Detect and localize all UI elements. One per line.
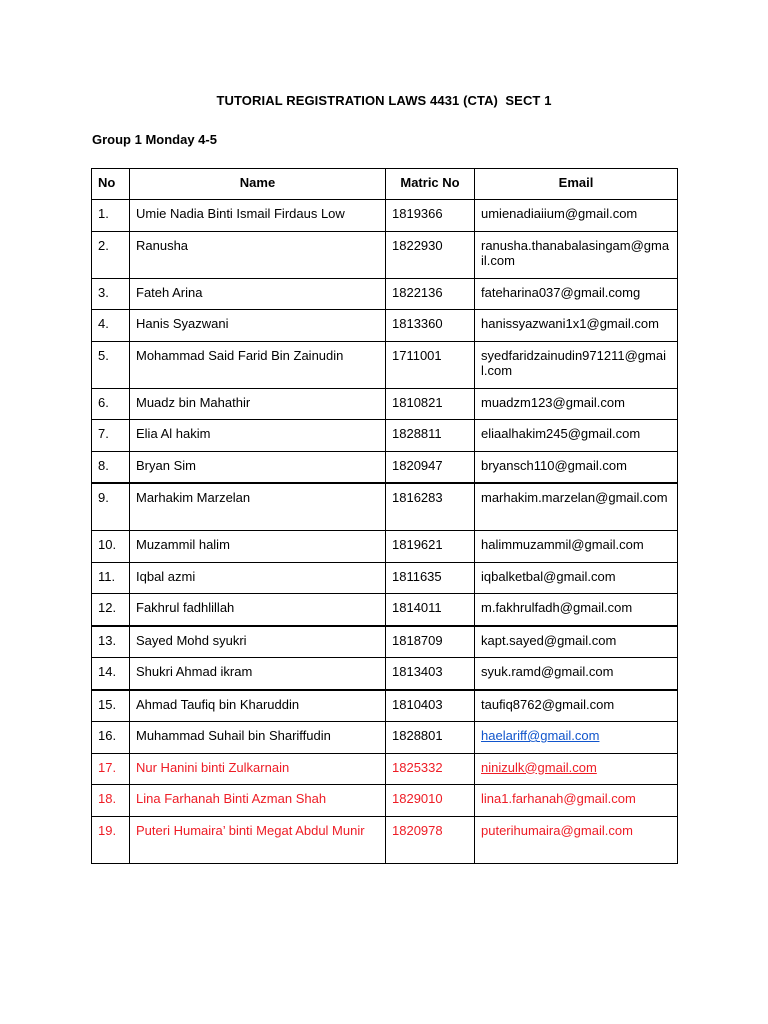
table-row (92, 388, 678, 420)
cell-no: 19. (92, 816, 130, 863)
cell-name: Sayed Mohd syukri (130, 626, 386, 658)
cell-email: halimmuzammil@gmail.com (475, 531, 678, 563)
table-row (92, 420, 678, 452)
cell-no: 1. (92, 200, 130, 232)
cell-name: Puteri Humaira’ binti Megat Abdul Munir (130, 816, 386, 863)
table-row (92, 753, 678, 785)
cell-matric: 1711001 (386, 341, 475, 388)
table-row (92, 231, 678, 278)
cell-name: Mohammad Said Farid Bin Zainudin (130, 341, 386, 388)
cell-matric: 1819366 (386, 200, 475, 232)
cell-name: Hanis Syazwani (130, 310, 386, 342)
cell-email: syuk.ramd@gmail.com (475, 658, 678, 690)
email-link[interactable]: haelariff@gmail.com (481, 728, 600, 743)
cell-name: Marhakim Marzelan (130, 483, 386, 531)
cell-matric: 1828801 (386, 722, 475, 754)
cell-no: 7. (92, 420, 130, 452)
cell-matric: 1811635 (386, 562, 475, 594)
cell-name: Fateh Arina (130, 278, 386, 310)
cell-matric: 1810821 (386, 388, 475, 420)
table-row (92, 722, 678, 754)
cell-name: Shukri Ahmad ikram (130, 658, 386, 690)
cell-email: lina1.farhanah@gmail.com (475, 785, 678, 817)
table-row (92, 278, 678, 310)
cell-no: 5. (92, 341, 130, 388)
cell-matric: 1820947 (386, 451, 475, 483)
cell-email: syedfaridzainudin971211@gmail.com (475, 341, 678, 388)
table-row (92, 816, 678, 863)
table-row (92, 594, 678, 626)
cell-no: 18. (92, 785, 130, 817)
cell-no: 6. (92, 388, 130, 420)
header-name: Name (130, 169, 386, 200)
cell-no: 11. (92, 562, 130, 594)
table-header-row (92, 169, 678, 200)
email-link[interactable]: ninizulk@gmail.com (481, 759, 597, 775)
cell-matric: 1810403 (386, 690, 475, 722)
cell-matric: 1822136 (386, 278, 475, 310)
table-row (92, 690, 678, 722)
cell-email: m.fakhrulfadh@gmail.com (475, 594, 678, 626)
table-row (92, 562, 678, 594)
table-row (92, 658, 678, 690)
cell-no: 3. (92, 278, 130, 310)
cell-no: 10. (92, 531, 130, 563)
header-no: No (92, 169, 130, 200)
cell-email: ranusha.thanabalasingam@gmail.com (475, 231, 678, 278)
cell-no: 15. (92, 690, 130, 722)
cell-name: Fakhrul fadhlillah (130, 594, 386, 626)
registration-table (91, 168, 678, 864)
table-row (92, 785, 678, 817)
cell-email: taufiq8762@gmail.com (475, 690, 678, 722)
cell-name: Iqbal azmi (130, 562, 386, 594)
cell-no: 13. (92, 626, 130, 658)
cell-email: muadzm123@gmail.com (475, 388, 678, 420)
cell-name: Umie Nadia Binti Ismail Firdaus Low (130, 200, 386, 232)
header-email: Email (475, 169, 678, 200)
cell-email: eliaalhakim245@gmail.com (475, 420, 678, 452)
cell-email: umienadiaiium@gmail.com (475, 200, 678, 232)
document-title: TUTORIAL REGISTRATION LAWS 4431 (CTA) SECT 1 (216, 93, 552, 108)
cell-matric: 1825332 (386, 753, 475, 785)
table-row (92, 626, 678, 658)
cell-email: puterihumaira@gmail.com (475, 816, 678, 863)
cell-no: 8. (92, 451, 130, 483)
cell-name: Muzammil halim (130, 531, 386, 563)
cell-name: Muhammad Suhail bin Shariffudin (130, 722, 386, 754)
cell-email: marhakim.marzelan@gmail.com (475, 483, 678, 531)
cell-matric: 1828811 (386, 420, 475, 452)
table-row (92, 451, 678, 483)
cell-name: Ahmad Taufiq bin Kharuddin (130, 690, 386, 722)
cell-name: Muadz bin Mahathir (130, 388, 386, 420)
cell-name: Bryan Sim (130, 451, 386, 483)
header-matric: Matric No (386, 169, 475, 200)
cell-no: 2. (92, 231, 130, 278)
table-row (92, 341, 678, 388)
cell-matric: 1816283 (386, 483, 475, 531)
cell-no: 17. (92, 753, 130, 785)
cell-email: fateharina037@gmail.comg (475, 278, 678, 310)
cell-email: iqbalketbal@gmail.com (475, 562, 678, 594)
cell-name: Lina Farhanah Binti Azman Shah (130, 785, 386, 817)
cell-no: 9. (92, 483, 130, 531)
cell-email: hanissyazwani1x1@gmail.com (475, 310, 678, 342)
cell-no: 14. (92, 658, 130, 690)
cell-matric: 1819621 (386, 531, 475, 563)
cell-no: 4. (92, 310, 130, 342)
cell-matric: 1813403 (386, 658, 475, 690)
cell-name: Ranusha (130, 231, 386, 278)
table-row (92, 310, 678, 342)
cell-name: Nur Hanini binti Zulkarnain (130, 753, 386, 785)
cell-matric: 1818709 (386, 626, 475, 658)
cell-email (475, 722, 678, 754)
table-row (92, 200, 678, 232)
cell-matric: 1829010 (386, 785, 475, 817)
cell-matric: 1820978 (386, 816, 475, 863)
cell-matric: 1814011 (386, 594, 475, 626)
cell-no: 16. (92, 722, 130, 754)
cell-matric: 1813360 (386, 310, 475, 342)
cell-email: bryansch110@gmail.com (475, 451, 678, 483)
cell-name: Elia Al hakim (130, 420, 386, 452)
cell-matric: 1822930 (386, 231, 475, 278)
table-row (92, 531, 678, 563)
cell-no: 12. (92, 594, 130, 626)
cell-email (475, 753, 678, 785)
table-row (92, 483, 678, 531)
group-heading: Group 1 Monday 4-5 (92, 132, 217, 147)
cell-email: kapt.sayed@gmail.com (475, 626, 678, 658)
